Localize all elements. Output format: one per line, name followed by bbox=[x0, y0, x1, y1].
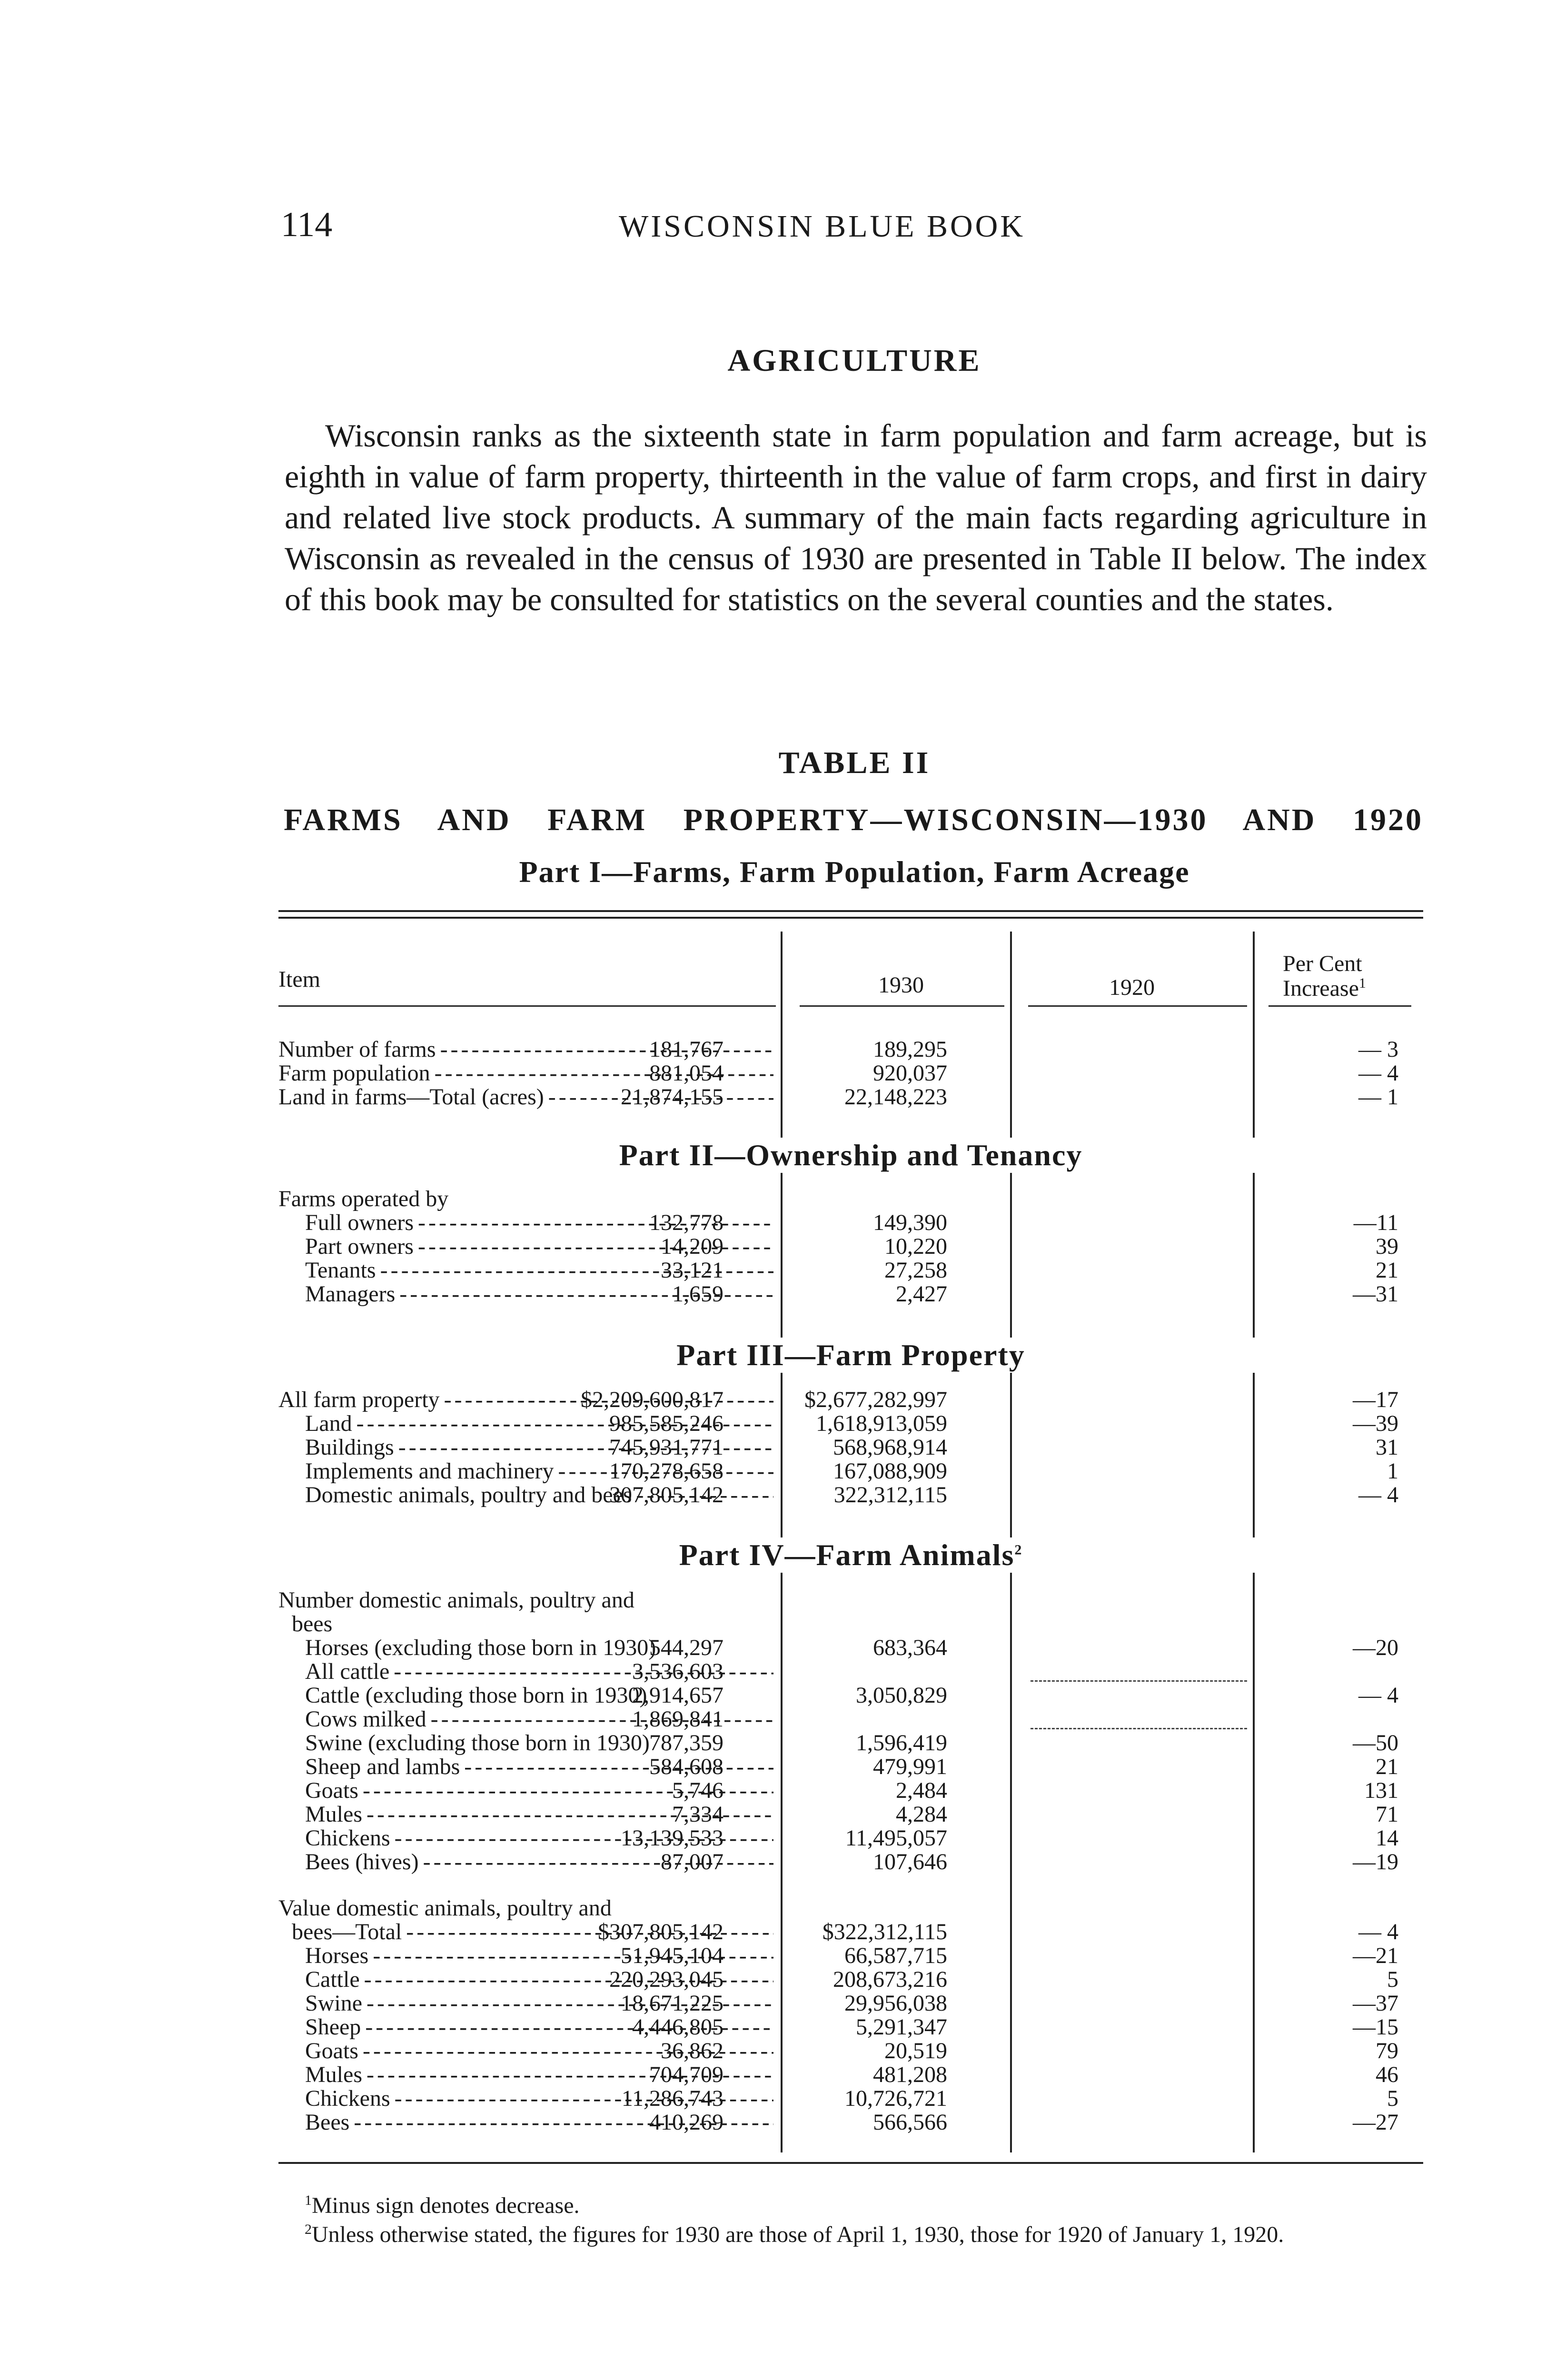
row-label: Bees - - - bbox=[305, 2111, 773, 2134]
row-label: Buildings - - - bbox=[305, 1436, 773, 1459]
part3-title: Part III—Farm Property bbox=[278, 1338, 1423, 1373]
value-pct: 39 bbox=[1376, 1234, 1398, 1259]
value-pct: —15 bbox=[1353, 2014, 1398, 2040]
value-pct: — 4 bbox=[1358, 1683, 1398, 1708]
footnote-2 bbox=[278, 2218, 1430, 2247]
group-label-row bbox=[278, 1588, 1423, 1612]
row-label: Sheep - - - bbox=[305, 2015, 773, 2039]
table-row bbox=[278, 1636, 1423, 1660]
table-row bbox=[278, 1944, 1423, 1968]
value-1920: 22,148,223 bbox=[844, 1084, 947, 1110]
value-1930: 13,139,533 bbox=[621, 1825, 723, 1851]
row-label: Number of farms - - - bbox=[278, 1038, 773, 1061]
value-1920: 149,390 bbox=[873, 1210, 947, 1235]
value-pct: — 4 bbox=[1358, 1919, 1398, 1944]
row-label: bees—Total - - - bbox=[292, 1920, 773, 1944]
col-header-pct-1: Per Cent bbox=[1283, 951, 1362, 976]
table-row bbox=[278, 1259, 1423, 1282]
row-label: All cattle - - - bbox=[305, 1660, 773, 1684]
value-pct: — 4 bbox=[1358, 1061, 1398, 1086]
footnote-mark: 1 bbox=[305, 2192, 312, 2208]
group-label: Number domestic animals, poultry and bbox=[278, 1588, 634, 1612]
value-1930: 220,293,045 bbox=[609, 1967, 723, 1992]
row-label: Implements and machinery - - - bbox=[305, 1459, 773, 1483]
value-1930: 985,585,246 bbox=[609, 1411, 723, 1436]
value-1920: 10,220 bbox=[884, 1234, 947, 1259]
group-label: Farms operated by bbox=[278, 1187, 449, 1211]
row-label: All farm property - - - bbox=[278, 1388, 773, 1412]
header-rule-1920 bbox=[1028, 1005, 1247, 1007]
value-1920: 189,295 bbox=[873, 1037, 947, 1062]
value-pct: 1 bbox=[1387, 1458, 1398, 1484]
value-1920: 66,587,715 bbox=[844, 1943, 947, 1968]
value-pct: 31 bbox=[1376, 1435, 1398, 1460]
value-pct: —21 bbox=[1353, 1943, 1398, 1968]
table-row bbox=[278, 1826, 1423, 1850]
row-label: Managers - - - bbox=[305, 1282, 773, 1306]
value-1920: 568,968,914 bbox=[833, 1435, 947, 1460]
value-pct: —19 bbox=[1353, 1849, 1398, 1874]
value-1930: 307,805,142 bbox=[609, 1482, 723, 1507]
table-row bbox=[278, 1235, 1423, 1259]
table-top-rule bbox=[278, 910, 1423, 912]
value-1920: 322,312,115 bbox=[833, 1482, 947, 1507]
value-1920: 4,284 bbox=[896, 1802, 947, 1827]
table-row bbox=[278, 1707, 1423, 1731]
value-1920: 3,050,829 bbox=[856, 1683, 947, 1708]
table-subtitle: FARMS AND FARM PROPERTY—WISCONSIN—1930 AND 1920 bbox=[284, 803, 1423, 837]
row-label: Goats - - - bbox=[305, 2039, 773, 2063]
part1-title: Part I—Farms, Farm Population, Farm Acreage bbox=[519, 855, 1190, 889]
value-pct: 5 bbox=[1387, 1967, 1398, 1992]
pct-header-text: Increase bbox=[1283, 976, 1359, 1001]
row-label: Swine - - - bbox=[305, 1992, 773, 2015]
table-row bbox=[278, 1412, 1423, 1436]
value-pct: — 1 bbox=[1358, 1084, 1398, 1110]
row-label: Horses (excluding those born in 1930) bbox=[305, 1636, 656, 1660]
footnote-text: Minus sign denotes decrease. bbox=[312, 2193, 580, 2218]
table-row bbox=[278, 1061, 1423, 1085]
table-row bbox=[278, 2111, 1423, 2134]
value-1930: 881,054 bbox=[649, 1061, 723, 1086]
row-label: Cows milked - - - bbox=[305, 1707, 773, 1731]
footnote-text: Unless otherwise stated, the figures for 1930 are those of April 1, 1930, those for 1920 of January 1, 1920. bbox=[312, 2222, 1284, 2247]
header-rule-pct bbox=[1269, 1005, 1411, 1007]
group-label: Value domestic animals, poultry and bbox=[278, 1896, 612, 1920]
value-pct: —31 bbox=[1353, 1281, 1398, 1307]
row-label: Sheep and lambs - - - bbox=[305, 1755, 773, 1779]
value-1930: 3,536,603 bbox=[632, 1659, 723, 1684]
table-row bbox=[278, 2015, 1423, 2039]
header-rule-item bbox=[278, 1005, 776, 1007]
value-pct: —37 bbox=[1353, 1991, 1398, 2016]
value-pct: 14 bbox=[1376, 1825, 1398, 1851]
table-row bbox=[278, 1282, 1423, 1306]
table-row bbox=[278, 1755, 1423, 1779]
value-1930: 4,446,805 bbox=[632, 2014, 723, 2040]
row-label: Bees (hives) - - - bbox=[305, 1850, 773, 1874]
value-1920: 683,364 bbox=[873, 1635, 947, 1660]
row-label: Mules - - - bbox=[305, 1803, 773, 1826]
table-row bbox=[278, 1211, 1423, 1235]
value-1930: 704,709 bbox=[649, 2062, 723, 2087]
value-1930: 87,007 bbox=[661, 1849, 723, 1874]
value-pct: —20 bbox=[1353, 1635, 1398, 1660]
col-header-1930: 1930 bbox=[878, 972, 924, 998]
col-header-pct-2 bbox=[1283, 975, 1366, 1002]
row-label: Mules - - - bbox=[305, 2063, 773, 2087]
farm-table bbox=[278, 910, 1423, 2164]
value-1930: 170,278,658 bbox=[609, 1458, 723, 1484]
value-1930: 21,874,155 bbox=[621, 1084, 723, 1110]
footnote-mark: 2 bbox=[305, 2221, 312, 2237]
table-title: TABLE II bbox=[778, 745, 931, 780]
col-header-item: Item bbox=[278, 967, 320, 992]
row-label: Cattle (excluding those born in 1930) bbox=[305, 1684, 647, 1707]
value-1930: 410,269 bbox=[649, 2110, 723, 2135]
row-label: Part owners - - - bbox=[305, 1235, 773, 1259]
row-label: Chickens - - - bbox=[305, 1826, 773, 1850]
row-label: Swine (excluding those born in 1930) bbox=[305, 1731, 650, 1755]
value-1930: 787,359 bbox=[649, 1730, 723, 1755]
part4-title-text: Part IV—Farm Animals bbox=[679, 1538, 1015, 1572]
section-title: AGRICULTURE bbox=[727, 343, 981, 378]
value-pct: — 3 bbox=[1358, 1037, 1398, 1062]
row-label: Tenants - - - bbox=[305, 1259, 773, 1282]
value-1920: 1,596,419 bbox=[856, 1730, 947, 1755]
value-1920: 481,208 bbox=[873, 2062, 947, 2087]
table-bottom-rule bbox=[278, 2162, 1423, 2164]
value-1930: $2,209,600,817 bbox=[581, 1387, 723, 1412]
value-1920: 27,258 bbox=[884, 1258, 947, 1283]
row-label: Farm population - - - bbox=[278, 1061, 773, 1085]
value-1930: 584,608 bbox=[649, 1754, 723, 1779]
value-pct: 71 bbox=[1376, 1802, 1398, 1827]
value-1920: 29,956,038 bbox=[844, 1991, 947, 2016]
table-top-rule-2 bbox=[278, 917, 1423, 919]
table-row bbox=[278, 1968, 1423, 1992]
value-1920: 208,673,216 bbox=[833, 1967, 947, 1992]
value-pct: 131 bbox=[1364, 1778, 1398, 1803]
group-label-row bbox=[278, 1612, 1423, 1636]
row-label: Cattle - - - bbox=[305, 1968, 773, 1992]
value-1930: 1,869,841 bbox=[632, 1706, 723, 1732]
bracket-dash bbox=[1031, 1728, 1247, 1729]
value-1930: 181,767 bbox=[649, 1037, 723, 1062]
value-1930: 2,914,657 bbox=[632, 1683, 723, 1708]
table-row bbox=[278, 1436, 1423, 1459]
row-label: Horses - - - bbox=[305, 1944, 773, 1968]
value-1920: 167,088,909 bbox=[833, 1458, 947, 1484]
table-row bbox=[278, 2087, 1423, 2111]
value-pct: 5 bbox=[1387, 2086, 1398, 2111]
col-header-1920: 1920 bbox=[1109, 975, 1155, 1000]
table-row bbox=[278, 1660, 1423, 1684]
value-1930: 33,121 bbox=[661, 1258, 723, 1283]
value-1920: 479,991 bbox=[873, 1754, 947, 1779]
intro-paragraph bbox=[285, 415, 1427, 620]
footnotes bbox=[278, 2189, 1430, 2247]
table-row bbox=[278, 1992, 1423, 2015]
value-1930: 132,778 bbox=[649, 1210, 723, 1235]
table-row bbox=[278, 1684, 1423, 1707]
intro-text: Wisconsin ranks as the sixteenth state in farm population and farm acreage, but is eighth in value of farm property, thirteenth in the value of farm crops, and first in dairy and related live stock products. A summary of the main facts regarding agriculture in Wisconsin as revealed in the census of 1930 are presented in Table II below. The index of this book may be consulted for statistics on the several counties and the states. bbox=[285, 417, 1427, 617]
value-1930: $307,805,142 bbox=[598, 1919, 723, 1944]
value-1920: 10,726,721 bbox=[844, 2086, 947, 2111]
part4-title-sup: 2 bbox=[1014, 1542, 1023, 1558]
value-1920: 2,484 bbox=[896, 1778, 947, 1803]
table-row bbox=[278, 1085, 1423, 1109]
value-pct: 79 bbox=[1376, 2038, 1398, 2063]
bracket-dash bbox=[1031, 1680, 1247, 1682]
value-1920: 5,291,347 bbox=[856, 2014, 947, 2040]
row-label: Land in farms—Total (acres) - - - bbox=[278, 1085, 773, 1109]
value-1920: 920,037 bbox=[873, 1061, 947, 1086]
table-row bbox=[278, 1483, 1423, 1507]
table-row bbox=[278, 2039, 1423, 2063]
table-row bbox=[278, 1803, 1423, 1826]
value-pct: — 4 bbox=[1358, 1482, 1398, 1507]
row-label: Domestic animals, poultry and bees - - - bbox=[305, 1483, 773, 1507]
value-1920: 107,646 bbox=[873, 1849, 947, 1874]
value-pct: —50 bbox=[1353, 1730, 1398, 1755]
value-1930: 7,334 bbox=[672, 1802, 723, 1827]
part4-title bbox=[278, 1537, 1423, 1573]
value-1930: 11,286,743 bbox=[621, 2086, 723, 2111]
group-label: bees bbox=[292, 1612, 333, 1636]
value-pct: —17 bbox=[1353, 1387, 1398, 1412]
row-label: Chickens - - - bbox=[305, 2087, 773, 2111]
table-row bbox=[278, 2063, 1423, 2087]
value-1920: 20,519 bbox=[884, 2038, 947, 2063]
value-1930: 51,945,104 bbox=[621, 1943, 723, 1968]
page-number: 114 bbox=[281, 205, 333, 244]
value-pct: 21 bbox=[1376, 1754, 1398, 1779]
row-label: Land - - - bbox=[305, 1412, 773, 1436]
header-rule-1930 bbox=[800, 1005, 1004, 1007]
value-1930: 5,746 bbox=[672, 1778, 723, 1803]
value-pct: —27 bbox=[1353, 2110, 1398, 2135]
value-pct: 21 bbox=[1376, 1258, 1398, 1283]
footnote-1 bbox=[278, 2189, 1430, 2218]
value-1930: 14,209 bbox=[661, 1234, 723, 1259]
pct-header-sup: 1 bbox=[1358, 975, 1366, 991]
value-pct: —39 bbox=[1353, 1411, 1398, 1436]
part2-title: Part II—Ownership and Tenancy bbox=[278, 1138, 1423, 1173]
row-label: Full owners - - - bbox=[305, 1211, 773, 1235]
value-1930: 1,659 bbox=[672, 1281, 723, 1307]
row-label: Goats - - - bbox=[305, 1779, 773, 1803]
table-row bbox=[278, 1388, 1423, 1412]
value-1930: 544,297 bbox=[649, 1635, 723, 1660]
value-1920: 566,566 bbox=[873, 2110, 947, 2135]
table-row bbox=[278, 1920, 1423, 1944]
value-1920: 1,618,913,059 bbox=[816, 1411, 947, 1436]
value-1920: 11,495,057 bbox=[845, 1825, 947, 1851]
group-label-row bbox=[278, 1896, 1423, 1920]
table-row bbox=[278, 1038, 1423, 1061]
value-1930: 18,671,225 bbox=[621, 1991, 723, 2016]
value-pct: —11 bbox=[1353, 1210, 1398, 1235]
value-1930: 745,931,771 bbox=[609, 1435, 723, 1460]
value-1930: 36,862 bbox=[661, 2038, 723, 2063]
running-head: WISCONSIN BLUE BOOK bbox=[619, 209, 1025, 244]
value-pct: 46 bbox=[1376, 2062, 1398, 2087]
value-1920: $322,312,115 bbox=[822, 1919, 947, 1944]
value-1920: $2,677,282,997 bbox=[804, 1387, 947, 1412]
table-row bbox=[278, 1459, 1423, 1483]
table-row bbox=[278, 1779, 1423, 1803]
table-row bbox=[278, 1850, 1423, 1874]
table-row bbox=[278, 1731, 1423, 1755]
group-label-row bbox=[278, 1187, 1423, 1211]
value-1920: 2,427 bbox=[896, 1281, 947, 1307]
